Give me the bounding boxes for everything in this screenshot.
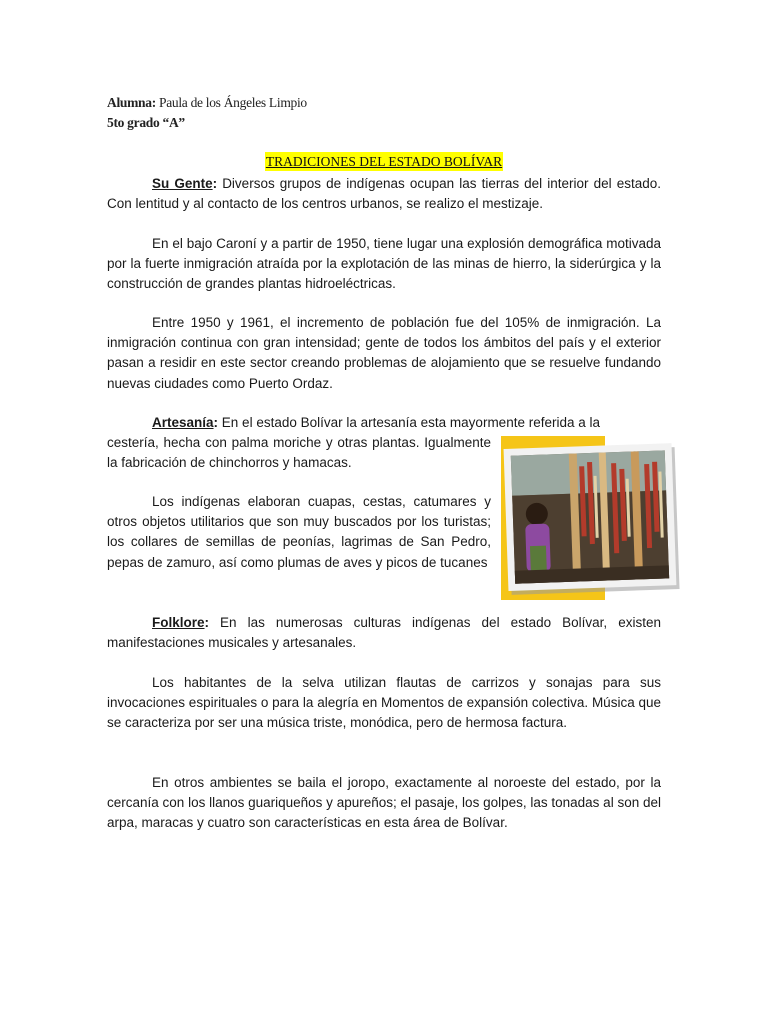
photo-frame — [504, 443, 680, 595]
document-title: TRADICIONES DEL ESTADO BOLÍVAR — [265, 154, 503, 169]
paragraph-gente-2 — [107, 234, 661, 295]
gente-p3-text: Entre 1950 y 1961, el incremento de población fue del 105% de inmigración. La inmigración continua con gran intensidad; gente de todos los ámbitos del país y el exterior pasan a residir en este sector creando problemas de alojamiento que se resuelve fundando nuevas ciudades como Puerto Ordaz. — [107, 315, 661, 391]
student-name: Paula de los Ángeles Limpio — [159, 95, 307, 110]
paragraph-folklore-2 — [107, 673, 661, 734]
student-label: Alumna: — [107, 95, 156, 110]
paragraph-folklore-1: Folklore: En las numerosas culturas indígenas del estado Bolívar, existen manifestaciones musicales y artesanales. — [107, 615, 661, 651]
gente-p1-text: Diversos grupos de indígenas ocupan las tierras del interior del estado. Con lentitud y al contacto de los centros urbanos, se realizo el mestizaje. — [107, 176, 661, 212]
heading-su-gente: Su Gente — [152, 176, 213, 191]
title-block — [107, 152, 661, 171]
paragraph-artesania-2 — [107, 492, 491, 573]
student-line — [107, 93, 667, 113]
artesania-photo — [501, 436, 683, 600]
grade-line — [107, 113, 667, 133]
artesania-p1-first: En el estado Bolívar la artesanía esta mayormente referida a la — [221, 415, 601, 430]
paragraph-artesania-1-rest — [107, 433, 491, 473]
heading-artesania: Artesanía — [152, 415, 214, 430]
folklore-p2-text: Los habitantes de la selva utilizan flautas de carrizos y sonajas para sus invocaciones espirituales o para la alegría en Momentos de expansión colectiva. Música que se caracteriza por ser una música triste, monódica, pero de hermosa factura. — [107, 675, 661, 731]
document-header — [107, 93, 667, 133]
heading-folklore: Folklore — [152, 615, 205, 630]
paragraph-artesania-1-first-line: Artesanía: En el estado Bolívar la artesanía esta mayormente referida a la — [152, 415, 601, 430]
folklore-p3-text: En otros ambientes se baila el joropo, exactamente al noroeste del estado, por la cercanía con los llanos guariqueños y apureños; el pasaje, los golpes, las tonadas al son del arpa, maracas y cuatro son características en esta área de Bolívar. — [107, 775, 661, 831]
grade-text: 5to grado “A” — [107, 115, 185, 130]
paragraph-gente-3 — [107, 313, 661, 394]
artesania-p1-rest: cestería, hecha con palma moriche y otras plantas. Igualmente la fabricación de chinchorros y hamacas. — [107, 435, 491, 471]
paragraph-folklore-3 — [107, 773, 661, 834]
gente-p2-text: En el bajo Caroní y a partir de 1950, tiene lugar una explosión demográfica motivada por la fuerte inmigración atraída por la explotación de las minas de hierro, la siderúrgica y la construcción de grandes plantas hidroeléctricas. — [107, 236, 661, 292]
folklore-p1-text: En las numerosas culturas indígenas del estado Bolívar, existen manifestaciones musicales y artesanales. — [107, 615, 661, 651]
paragraph-gente-1: Su Gente: Diversos grupos de indígenas ocupan las tierras del interior del estado. Con lentitud y al contacto de los centros urbanos, se realizo el mestizaje. — [107, 176, 661, 212]
artesania-p2-text: Los indígenas elaboran cuapas, cestas, catumares y otros objetos utilitarios que son muy buscados por los turistas; los collares de semillas de peonías, lagrimas de San Pedro, pepas de zamuro, así como plumas de aves y picos de tucanes — [107, 494, 491, 570]
